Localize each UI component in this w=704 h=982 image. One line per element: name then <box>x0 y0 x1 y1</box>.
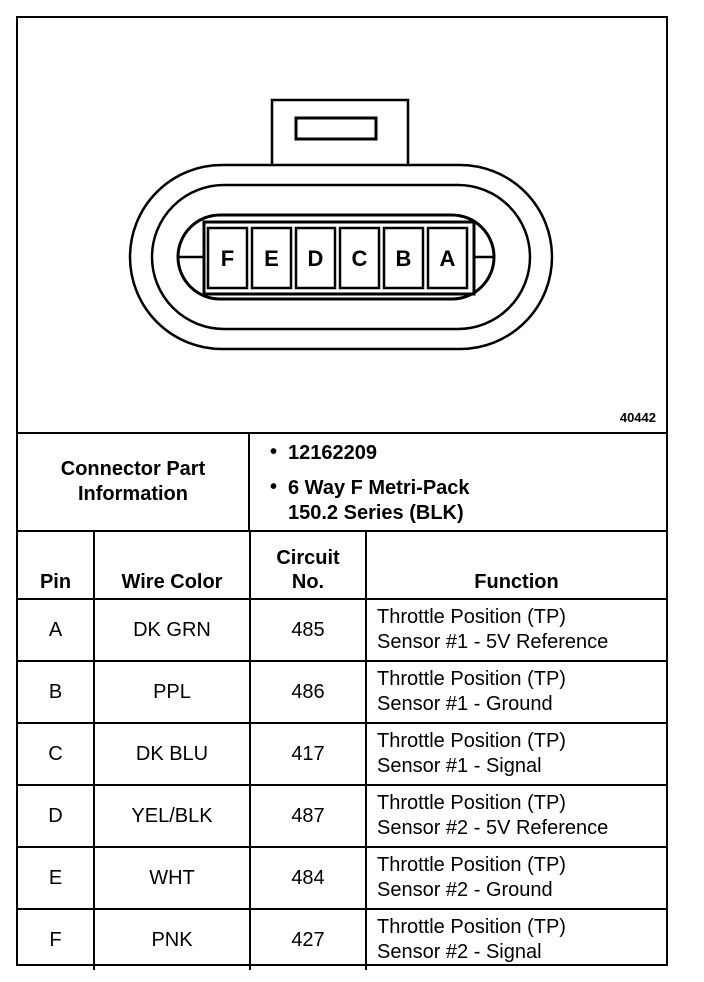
table-row <box>18 785 666 847</box>
table-row <box>18 661 666 723</box>
part-description-line2: 150.2 Series (BLK) <box>288 502 464 524</box>
pin-label-a: A <box>439 246 456 271</box>
bullet-icon: • <box>270 441 278 463</box>
part-number: 12162209 <box>288 442 377 464</box>
table-row <box>18 909 666 970</box>
circuit-cell: 487 <box>250 785 366 847</box>
pin-label-b: B <box>395 246 412 271</box>
table-header-row <box>18 532 666 599</box>
connector-info-sheet <box>16 16 668 966</box>
function-cell: Throttle Position (TP) Sensor #1 - Ground <box>366 661 666 723</box>
pin-cell: C <box>18 723 94 785</box>
part-info-label: Connector Part Information <box>18 434 250 530</box>
function-cell: Throttle Position (TP) Sensor #2 - Signal <box>366 909 666 970</box>
part-description-line1: 6 Way F Metri-Pack <box>288 477 470 499</box>
wire-color-cell: PNK <box>94 909 250 970</box>
wire-color-cell: YEL/BLK <box>94 785 250 847</box>
circuit-cell: 484 <box>250 847 366 909</box>
header-wire-color: Wire Color <box>94 532 250 599</box>
figure-number: 40442 <box>619 410 656 425</box>
circuit-cell: 485 <box>250 599 366 661</box>
pin-cell: B <box>18 661 94 723</box>
function-cell: Throttle Position (TP) Sensor #1 - 5V Reference <box>366 599 666 661</box>
circuit-cell: 417 <box>250 723 366 785</box>
circuit-cell: 427 <box>250 909 366 970</box>
wire-color-cell: DK BLU <box>94 723 250 785</box>
table-row <box>18 723 666 785</box>
pin-label-c: C <box>351 246 368 271</box>
pin-cell: D <box>18 785 94 847</box>
function-cell: Throttle Position (TP) Sensor #1 - Signal <box>366 723 666 785</box>
pinout-table <box>18 530 666 966</box>
header-function: Function <box>366 532 666 599</box>
tab-slot <box>296 118 376 139</box>
bullet-icon: • <box>270 476 278 498</box>
wire-color-cell: WHT <box>94 847 250 909</box>
function-cell: Throttle Position (TP) Sensor #2 - Ground <box>366 847 666 909</box>
circuit-cell: 486 <box>250 661 366 723</box>
wire-color-cell: DK GRN <box>94 599 250 661</box>
connector-face-drawing <box>18 18 666 432</box>
pin-cell: E <box>18 847 94 909</box>
table-row <box>18 847 666 909</box>
pin-label-d: D <box>307 246 324 271</box>
pin-cell: A <box>18 599 94 661</box>
pin-label-e: E <box>264 246 279 271</box>
connector-part-information <box>18 432 666 530</box>
pin-label-f: F <box>220 246 235 271</box>
function-cell: Throttle Position (TP) Sensor #2 - 5V Reference <box>366 785 666 847</box>
wire-color-cell: PPL <box>94 661 250 723</box>
header-pin: Pin <box>18 532 94 599</box>
table-row <box>18 599 666 661</box>
header-circuit-no: Circuit No. <box>250 532 366 599</box>
connector-diagram <box>18 18 666 432</box>
pin-cell: F <box>18 909 94 970</box>
part-info-details <box>250 434 666 530</box>
